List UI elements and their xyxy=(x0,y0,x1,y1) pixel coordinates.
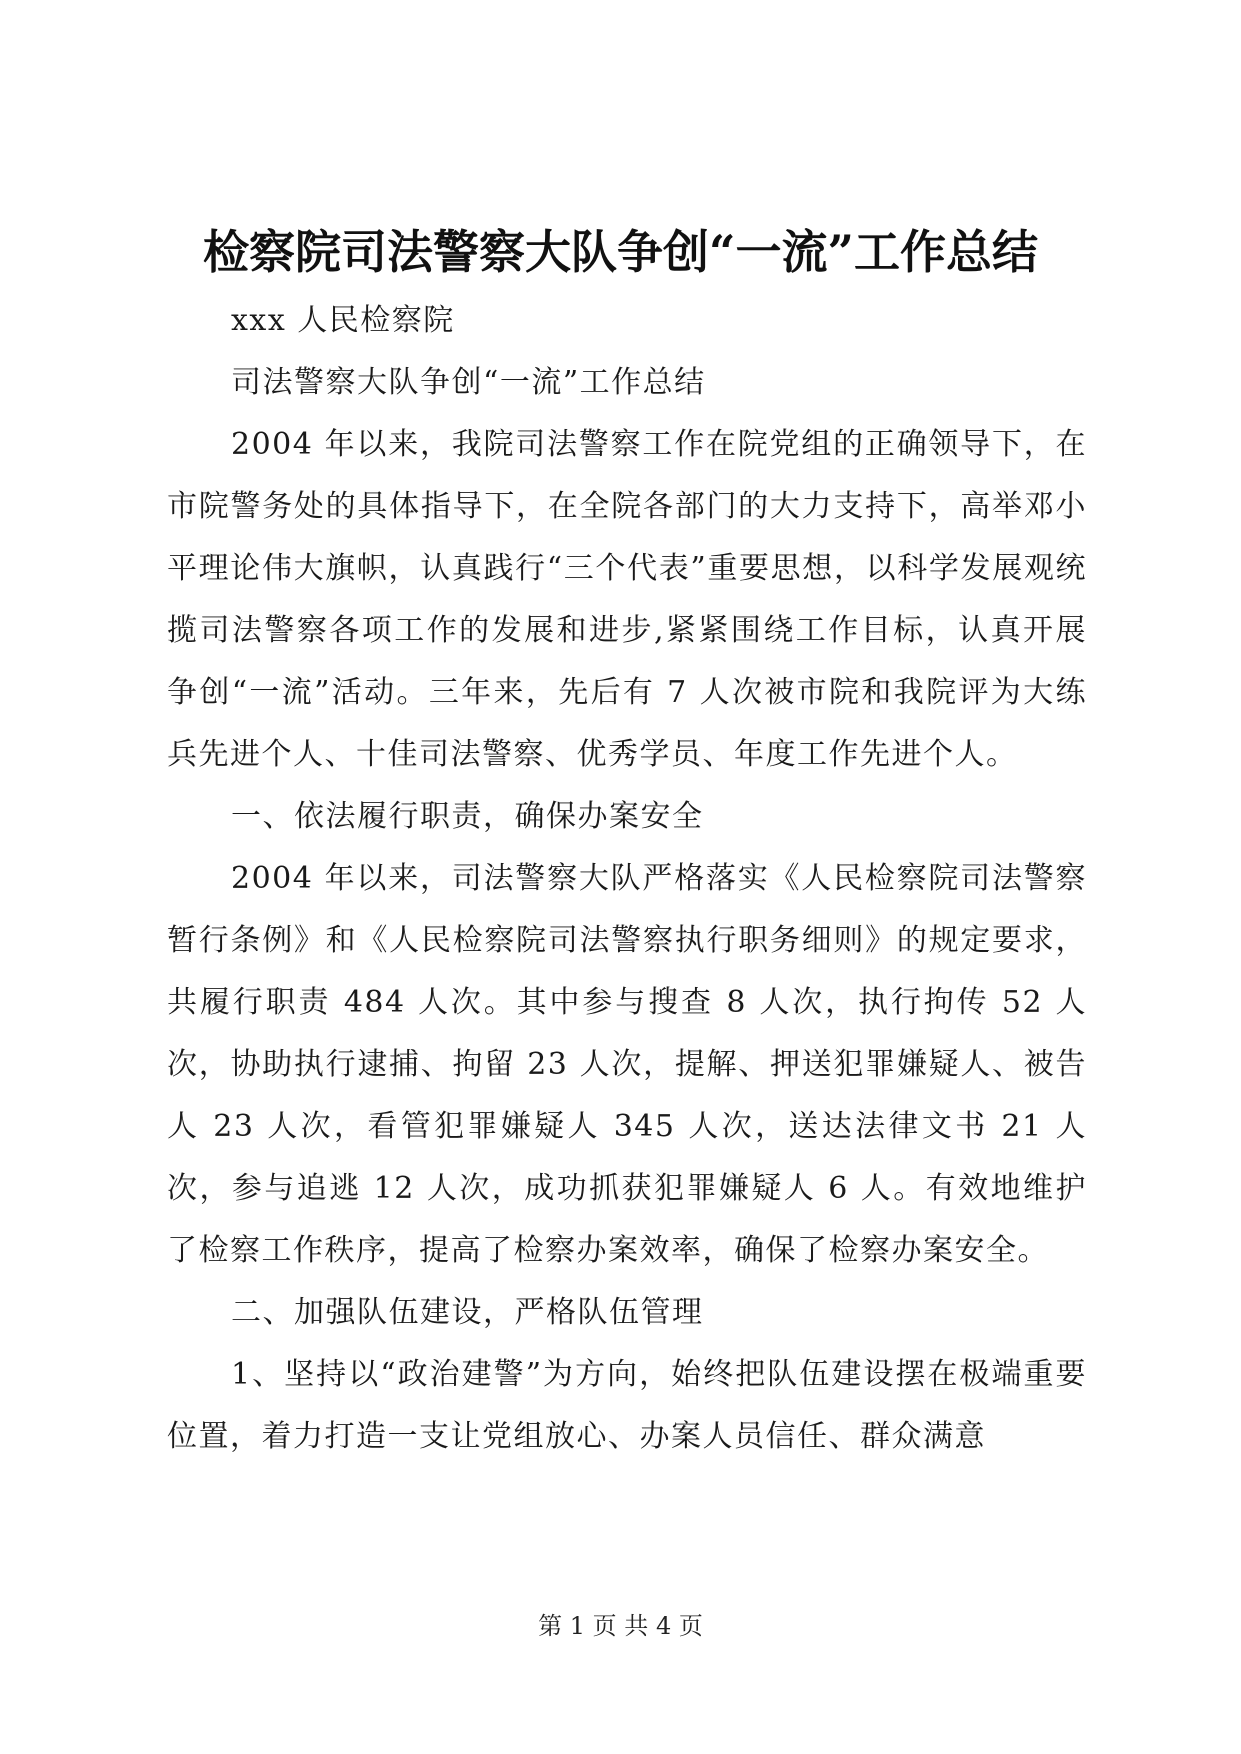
page-number-footer: 第 1 页 共 4 页 xyxy=(538,1612,703,1640)
intro-paragraph: 2004 年以来，我院司法警察工作在院党组的正确领导下，在市院警务处的具体指导下，在全院各部门的大力支持下，高举邓小平理论伟大旗帜，认真践行“三个代表”重要思想，以科学发展观统揽司法警察各项工作的发展和进步,紧紧围绕工作目标，认真开展争创“一流”活动。三年来，先后有 7 人次被市院和我院评为大练兵先进个人、十佳司法警察、优秀学员、年度工作先进个人。 xyxy=(167,427,1087,772)
section-1-paragraph: 2004 年以来，司法警察大队严格落实《人民检察院司法警察暂行条例》和《人民检察院司法警察执行职务细则》的规定要求，共履行职责 484 人次。其中参与搜查 8 人次，执行拘传 52 人次，协助执行逮捕、拘留 23 人次，提解、押送犯罪嫌疑人、被告人 23 人次，看管犯罪嫌疑人 345 人次，送达法律文书 21 人次，参与追逃 12 人次，成功抓获犯罪嫌疑人 6 人。有效地维护了检察工作秩序，提高了检察办案效率，确保了检察办案安全。 xyxy=(167,861,1087,1268)
subtitle-line: 司法警察大队争创“一流”工作总结 xyxy=(231,365,706,400)
document-body xyxy=(167,290,1087,1468)
issuer-line: xxx 人民检察院 xyxy=(231,303,455,338)
section-heading-1: 一、依法履行职责，确保办案安全 xyxy=(231,799,704,834)
section-2-paragraph: 1、坚持以“政治建警”为方向，始终把队伍建设摆在极端重要位置，着力打造一支让党组放心、办案人员信任、群众满意 xyxy=(167,1357,1087,1454)
document-title: 检察院司法警察大队争创“一流”工作总结 xyxy=(203,225,1038,279)
section-heading-2: 二、加强队伍建设，严格队伍管理 xyxy=(231,1295,704,1330)
